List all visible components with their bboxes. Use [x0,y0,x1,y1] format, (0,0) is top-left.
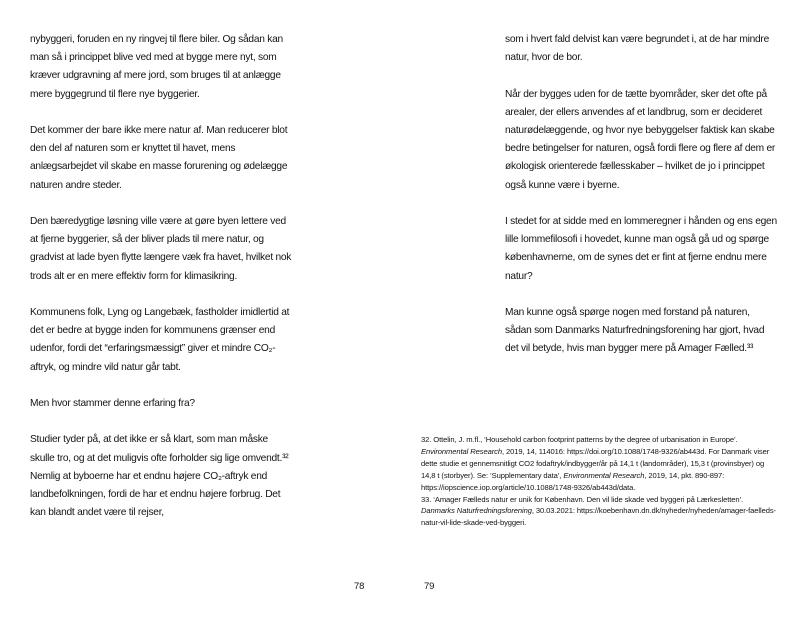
body-paragraph: Studier tyder på, at det ikke er så klart, som man måske skulle tro, og at det muligvis ofte forholder sig lige omvendt.³² Nemlig at byboerne har et endnu højere CO₂-aftryk end landbefolkningen, fordi de har et endnu højere forbrug. Det kan blandt andet være til rejser, [30,434,289,519]
body-paragraph: Men hvor stammer denne erfaring fra? [30,398,195,409]
footnotes-block [421,434,777,529]
body-paragraph: nybyggeri, foruden en ny ringvej til flere biler. Og sådan kan man så i princippet blive ved med at bygge mere nyt, som kræver udgravning af mere jord, som bruges til at anlægge mere byggegrund til flere nye byggerier. [30,34,283,100]
body-paragraph: Når der bygges uden for de tætte byområder, sker det ofte på arealer, der ellers anvendes af et landbrug, som er decideret naturødelæggende, og hvor nye bebyggelser faktisk kan skabe bedre betingelser for naturen, også fordi flere og flere af dem er økologisk orienterede fællesskaber – hvilket de jo i princippet også kunne være i byerne. [505,88,776,191]
body-paragraph: Den bæredygtige løsning ville være at gøre byen lettere ved at fjerne byggerier, så der bliver plads til mere natur, og gradvist at lade byen flytte længere væk fra havet, hvilket nok trods alt er en mere effektiv form for klimasikring. [30,216,292,282]
body-paragraph: Kommunens folk, Lyng og Langebæk, fastholder imidlertid at det er bedre at bygge inden for kommunens grænser end udenfor, fordi det “erfaringsmæssigt” giver et mindre CO₂-aftryk, og mindre vild natur går tabt. [30,307,290,373]
right-page-text-column [505,31,777,377]
body-paragraph: som i hvert fald delvist kan være begrundet i, at de har mindre natur, hvor de bor. [505,34,769,64]
footnote: 32. Ottelin, J. m.fl., ‘Household carbon footprint patterns by the degree of urbanisation in Europe’. Environmental Research, 2019, 14, 114016: https://doi.org/10.1088/1748-9326/ab443d. For Danmark viser dette studie et gennemsnitligt CO2 fodaftryk/indbygger/år på 14,1 t (landområder), 15,3 t (provinsbyer) og 14,8 t (storbyer). Se: ‘Supplementary data’, Environmental Research, 2019, 14, pkt. 890-897: https://iopscience.iop.org/article/10.1088/1748-9326/ab443d/data. [421,435,770,492]
page-number-right: 79 [424,581,435,592]
footnote: 33. ‘Amager Fælleds natur er unik for København. Den vil lide skade ved byggeri på Lærkesletten’. Danmarks Naturfredningsforening, 30.03.2021: https://koebenhavn.dn.dk/nyheder/nyheden/amager-faelleds-natur-vil-lide-skade-ved-byggeri. [421,494,776,528]
body-paragraph: Det kommer der bare ikke mere natur af. Man reducerer blot den del af naturen som er knyttet til havet, mens anlægsarbejdet vil skabe en masse forurening og ødelægge naturen andre steder. [30,125,288,191]
body-paragraph: Man kunne også spørge nogen med forstand på naturen, sådan som Danmarks Naturfredningsforening har gjort, hvad det vil betyde, hvis man bygger mere på Amager Fælled.³³ [505,307,765,355]
page-number-left: 78 [354,581,365,592]
left-page-text-column [30,31,292,541]
body-paragraph: I stedet for at sidde med en lommeregner i hånden og ens egen lille lommefilosofi i hovedet, kunne man også gå ud og spørge københavnerne, om de synes det er fint at fjerne endnu mere natur? [505,216,777,282]
